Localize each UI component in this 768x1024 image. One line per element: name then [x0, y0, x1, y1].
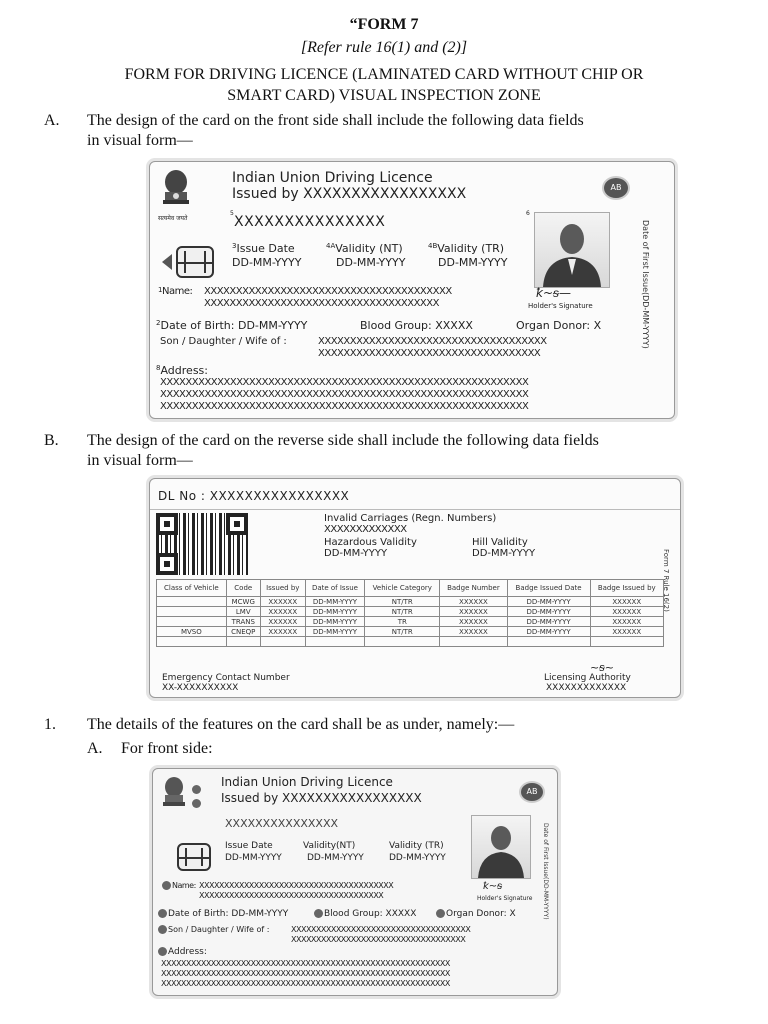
relation-line2: XXXXXXXXXXXXXXXXXXXXXXXXXXXXXXXXXXX [318, 348, 541, 359]
state-emblem-icon [158, 168, 194, 218]
name-label: Name: [172, 881, 196, 890]
section-1-text: The details of the features on the card shall be as under, namely:— [87, 716, 515, 733]
table-cell: DD-MM-YYYY [507, 627, 590, 637]
relation-label: Son / Daughter / Wife of : [160, 336, 287, 347]
column-header: Class of Vehicle [157, 580, 227, 597]
licensing-authority-value: XXXXXXXXXXXXX [546, 683, 627, 693]
card-badge: AB [519, 781, 545, 803]
form-heading-line2: SMART CARD) VISUAL INSPECTION ZONE [227, 87, 541, 104]
holder-photo [471, 815, 531, 879]
table-cell: DD-MM-YYYY [305, 607, 365, 617]
holder-signature-mark: ꝁ~ᵴ— [536, 286, 572, 300]
address-line: XXXXXXXXXXXXXXXXXXXXXXXXXXXXXXXXXXXXXXXXXXXXXXXXXXXXXXXXXX [160, 389, 529, 400]
relation-label: Son / Daughter / Wife of : [168, 925, 270, 934]
feature-marker-icon [162, 881, 171, 890]
table-cell: DD-MM-YYYY [305, 627, 365, 637]
vehicle-class-table [156, 579, 664, 647]
validity-nt-label: Validity(NT) [303, 841, 356, 851]
name-line2: XXXXXXXXXXXXXXXXXXXXXXXXXXXXXXXXXXXXX [204, 298, 439, 309]
chip-icon [176, 246, 214, 278]
table-cell [157, 617, 227, 627]
table-cell: TRANS [226, 617, 260, 627]
table-row [157, 597, 664, 607]
table-cell: MCWG [226, 597, 260, 607]
hill-validity-value: DD-MM-YYYY [472, 548, 536, 559]
column-header: Badge Issued by [590, 580, 663, 597]
table-cell: DD-MM-YYYY [305, 597, 365, 607]
table-cell: XXXXXX [590, 597, 663, 607]
first-issue-vertical: Date of First Issue(DD-MM-YYYY) [641, 220, 650, 349]
feature-marker-icon [436, 909, 445, 918]
validity-nt-value: DD-MM-YYYY [307, 853, 364, 863]
emblem-caption: सत्यमेव जयते [158, 215, 188, 222]
table-cell [260, 637, 305, 647]
section-1a-marker: A. [87, 740, 103, 757]
emergency-contact-value: XX-XXXXXXXXXX [162, 683, 239, 693]
marker-5: 5 [230, 210, 234, 217]
chip-icon [177, 843, 211, 871]
form-title: “FORM 7 [349, 16, 419, 33]
hill-validity-label: Hill Validity [472, 537, 528, 548]
table-cell: DD-MM-YYYY [507, 607, 590, 617]
hazardous-validity-value: DD-MM-YYYY [324, 548, 388, 559]
table-row [157, 637, 664, 647]
table-cell [590, 637, 663, 647]
marker-3: 3 [232, 242, 237, 250]
section-1-marker: 1. [44, 716, 56, 733]
issue-date-label: Issue Date [236, 242, 295, 255]
section-1a-label: For front side: [121, 740, 213, 757]
address-label: Address: [160, 364, 208, 377]
emergency-contact-label: Emergency Contact Number [162, 673, 290, 683]
issue-date-value: DD-MM-YYYY [232, 256, 302, 269]
table-cell: DD-MM-YYYY [305, 617, 365, 627]
form-heading-line1: FORM FOR DRIVING LICENCE (LAMINATED CARD WITHOUT CHIP OR [124, 66, 644, 83]
address-line: XXXXXXXXXXXXXXXXXXXXXXXXXXXXXXXXXXXXXXXXXXXXXXXXXXXXXXXXXX [161, 969, 450, 978]
table-cell [507, 637, 590, 647]
marker-6: 6 [526, 210, 530, 217]
feature-marker-icon [158, 925, 167, 934]
relation-line1: XXXXXXXXXXXXXXXXXXXXXXXXXXXXXXXXXXXX [318, 336, 547, 347]
validity-nt-label: Validity (NT) [335, 242, 403, 255]
table-cell [365, 637, 440, 647]
licensing-authority-label: Licensing Authority [544, 673, 631, 683]
holder-photo [534, 212, 610, 288]
card-issued-by: Issued by XXXXXXXXXXXXXXXXX [232, 186, 467, 202]
address-line: XXXXXXXXXXXXXXXXXXXXXXXXXXXXXXXXXXXXXXXXXXXXXXXXXXXXXXXXXX [161, 959, 450, 968]
table-cell: XXXXXX [590, 607, 663, 617]
issue-date-label: Issue Date [225, 841, 273, 851]
table-row [157, 627, 664, 637]
validity-tr-value: DD-MM-YYYY [438, 256, 508, 269]
table-cell [157, 637, 227, 647]
validity-tr-label: Validity (TR) [389, 841, 444, 851]
table-cell: XXXXXX [440, 617, 507, 627]
column-header: Vehicle Category [365, 580, 440, 597]
table-cell [157, 607, 227, 617]
table-cell: DD-MM-YYYY [507, 597, 590, 607]
feature-marker-icon [192, 799, 201, 808]
section-b-text-line2: in visual form— [87, 452, 193, 469]
dob-label: Date of Birth: DD-MM-YYYY [160, 319, 308, 332]
holder-signature-label: Holder's Signature [528, 302, 593, 310]
name-line1: XXXXXXXXXXXXXXXXXXXXXXXXXXXXXXXXXXXXXXX [199, 881, 394, 890]
address-line: XXXXXXXXXXXXXXXXXXXXXXXXXXXXXXXXXXXXXXXXXXXXXXXXXXXXXXXXXX [160, 377, 529, 388]
marker-4a: 4A [326, 242, 336, 250]
blood-group: Blood Group: XXXXX [360, 319, 473, 332]
first-issue-vertical: Date of First Issue(DD-MM-YYYY) [542, 823, 549, 920]
table-cell: XXXXXX [590, 617, 663, 627]
front-card-detail [152, 768, 558, 996]
section-a-text-line2: in visual form— [87, 132, 193, 149]
feature-marker-icon [158, 909, 167, 918]
marker-8: 8 [156, 364, 161, 372]
blood-group: Blood Group: XXXXX [324, 909, 417, 919]
validity-tr-label: Validity (TR) [437, 242, 505, 255]
validity-nt-value: DD-MM-YYYY [336, 256, 406, 269]
address-label: Address: [168, 947, 207, 957]
invalid-carriages-value: XXXXXXXXXXXXX [324, 524, 407, 535]
column-header: Date of Issue [305, 580, 365, 597]
marker-2: 2 [156, 319, 161, 327]
table-cell: XXXXXX [440, 597, 507, 607]
card-badge: AB [602, 176, 630, 200]
person-icon [535, 213, 609, 287]
marker-4b: 4B [428, 242, 438, 250]
table-cell: XXXXXX [260, 607, 305, 617]
relation-line1: XXXXXXXXXXXXXXXXXXXXXXXXXXXXXXXXXXXX [291, 925, 471, 934]
qr-finder-icon [156, 553, 178, 575]
arrow-left-icon [162, 254, 172, 270]
section-a-marker: A. [44, 112, 60, 129]
relation-line2: XXXXXXXXXXXXXXXXXXXXXXXXXXXXXXXXXXX [291, 935, 466, 944]
table-cell: XXXXXX [440, 627, 507, 637]
column-header: Badge Number [440, 580, 507, 597]
table-cell: LMV [226, 607, 260, 617]
name-line1: XXXXXXXXXXXXXXXXXXXXXXXXXXXXXXXXXXXXXXX [204, 286, 452, 297]
state-emblem-icon [159, 775, 189, 819]
feature-marker-icon [158, 947, 167, 956]
qr-finder-icon [156, 513, 178, 535]
table-cell: XXXXXX [440, 607, 507, 617]
column-header: Issued by [260, 580, 305, 597]
qr-finder-icon [226, 513, 248, 535]
table-row [157, 617, 664, 627]
front-card [149, 161, 675, 419]
issue-date-value: DD-MM-YYYY [225, 853, 282, 863]
dl-number: XXXXXXXXXXXXXXX [225, 817, 339, 830]
table-cell: NT/TR [365, 627, 440, 637]
card-title: Indian Union Driving Licence [221, 775, 393, 789]
authority-signature-mark: ~ᵴ~ [590, 661, 614, 674]
card-title: Indian Union Driving Licence [232, 170, 433, 186]
person-icon [472, 816, 530, 878]
section-a-text-line1: The design of the card on the front side shall include the following data fields [87, 112, 584, 129]
address-line: XXXXXXXXXXXXXXXXXXXXXXXXXXXXXXXXXXXXXXXXXXXXXXXXXXXXXXXXXX [161, 979, 450, 988]
hazardous-validity-label: Hazardous Validity [324, 537, 417, 548]
table-cell: XXXXXX [260, 617, 305, 627]
feature-marker-icon [314, 909, 323, 918]
holder-signature-mark: ꝁ~ᵴ [483, 881, 503, 892]
holder-signature-label: Holder's Signature [477, 895, 533, 902]
rule-reference: [Refer rule 16(1) and (2)] [300, 39, 468, 56]
table-cell: MVSO [157, 627, 227, 637]
table-cell: CNEQP [226, 627, 260, 637]
table-cell [157, 597, 227, 607]
table-cell: NT/TR [365, 607, 440, 617]
marker-1: 1 [158, 286, 162, 294]
table-row [157, 607, 664, 617]
table-cell [305, 637, 365, 647]
dl-no: DL No : XXXXXXXXXXXXXXXX [158, 489, 350, 503]
card-issued-by: Issued by XXXXXXXXXXXXXXXXX [221, 791, 422, 805]
reverse-vertical-text: Form 7 Rule 16(2) [662, 549, 670, 612]
invalid-carriages-label: Invalid Carriages (Regn. Numbers) [324, 513, 497, 524]
reverse-card [149, 478, 681, 698]
name-label: Name: [161, 286, 193, 297]
dl-number: XXXXXXXXXXXXXXX [234, 214, 386, 230]
table-cell [440, 637, 507, 647]
section-b-marker: B. [44, 432, 59, 449]
column-header: Code [226, 580, 260, 597]
name-line2: XXXXXXXXXXXXXXXXXXXXXXXXXXXXXXXXXXXXX [199, 891, 384, 900]
table-cell: XXXXXX [260, 627, 305, 637]
table-cell: TR [365, 617, 440, 627]
organ-donor: Organ Donor: X [516, 319, 602, 332]
address-line: XXXXXXXXXXXXXXXXXXXXXXXXXXXXXXXXXXXXXXXXXXXXXXXXXXXXXXXXXX [160, 401, 529, 412]
dob-label: Date of Birth: DD-MM-YYYY [168, 909, 289, 919]
organ-donor: Organ Donor: X [446, 909, 516, 919]
table-cell [226, 637, 260, 647]
table-cell: DD-MM-YYYY [507, 617, 590, 627]
table-cell: XXXXXX [590, 627, 663, 637]
validity-tr-value: DD-MM-YYYY [389, 853, 446, 863]
table-cell: NT/TR [365, 597, 440, 607]
column-header: Badge Issued Date [507, 580, 590, 597]
table-cell: XXXXXX [260, 597, 305, 607]
section-b-text-line1: The design of the card on the reverse side shall include the following data fields [87, 432, 599, 449]
feature-marker-icon [192, 785, 201, 794]
table-header-row [157, 580, 664, 597]
